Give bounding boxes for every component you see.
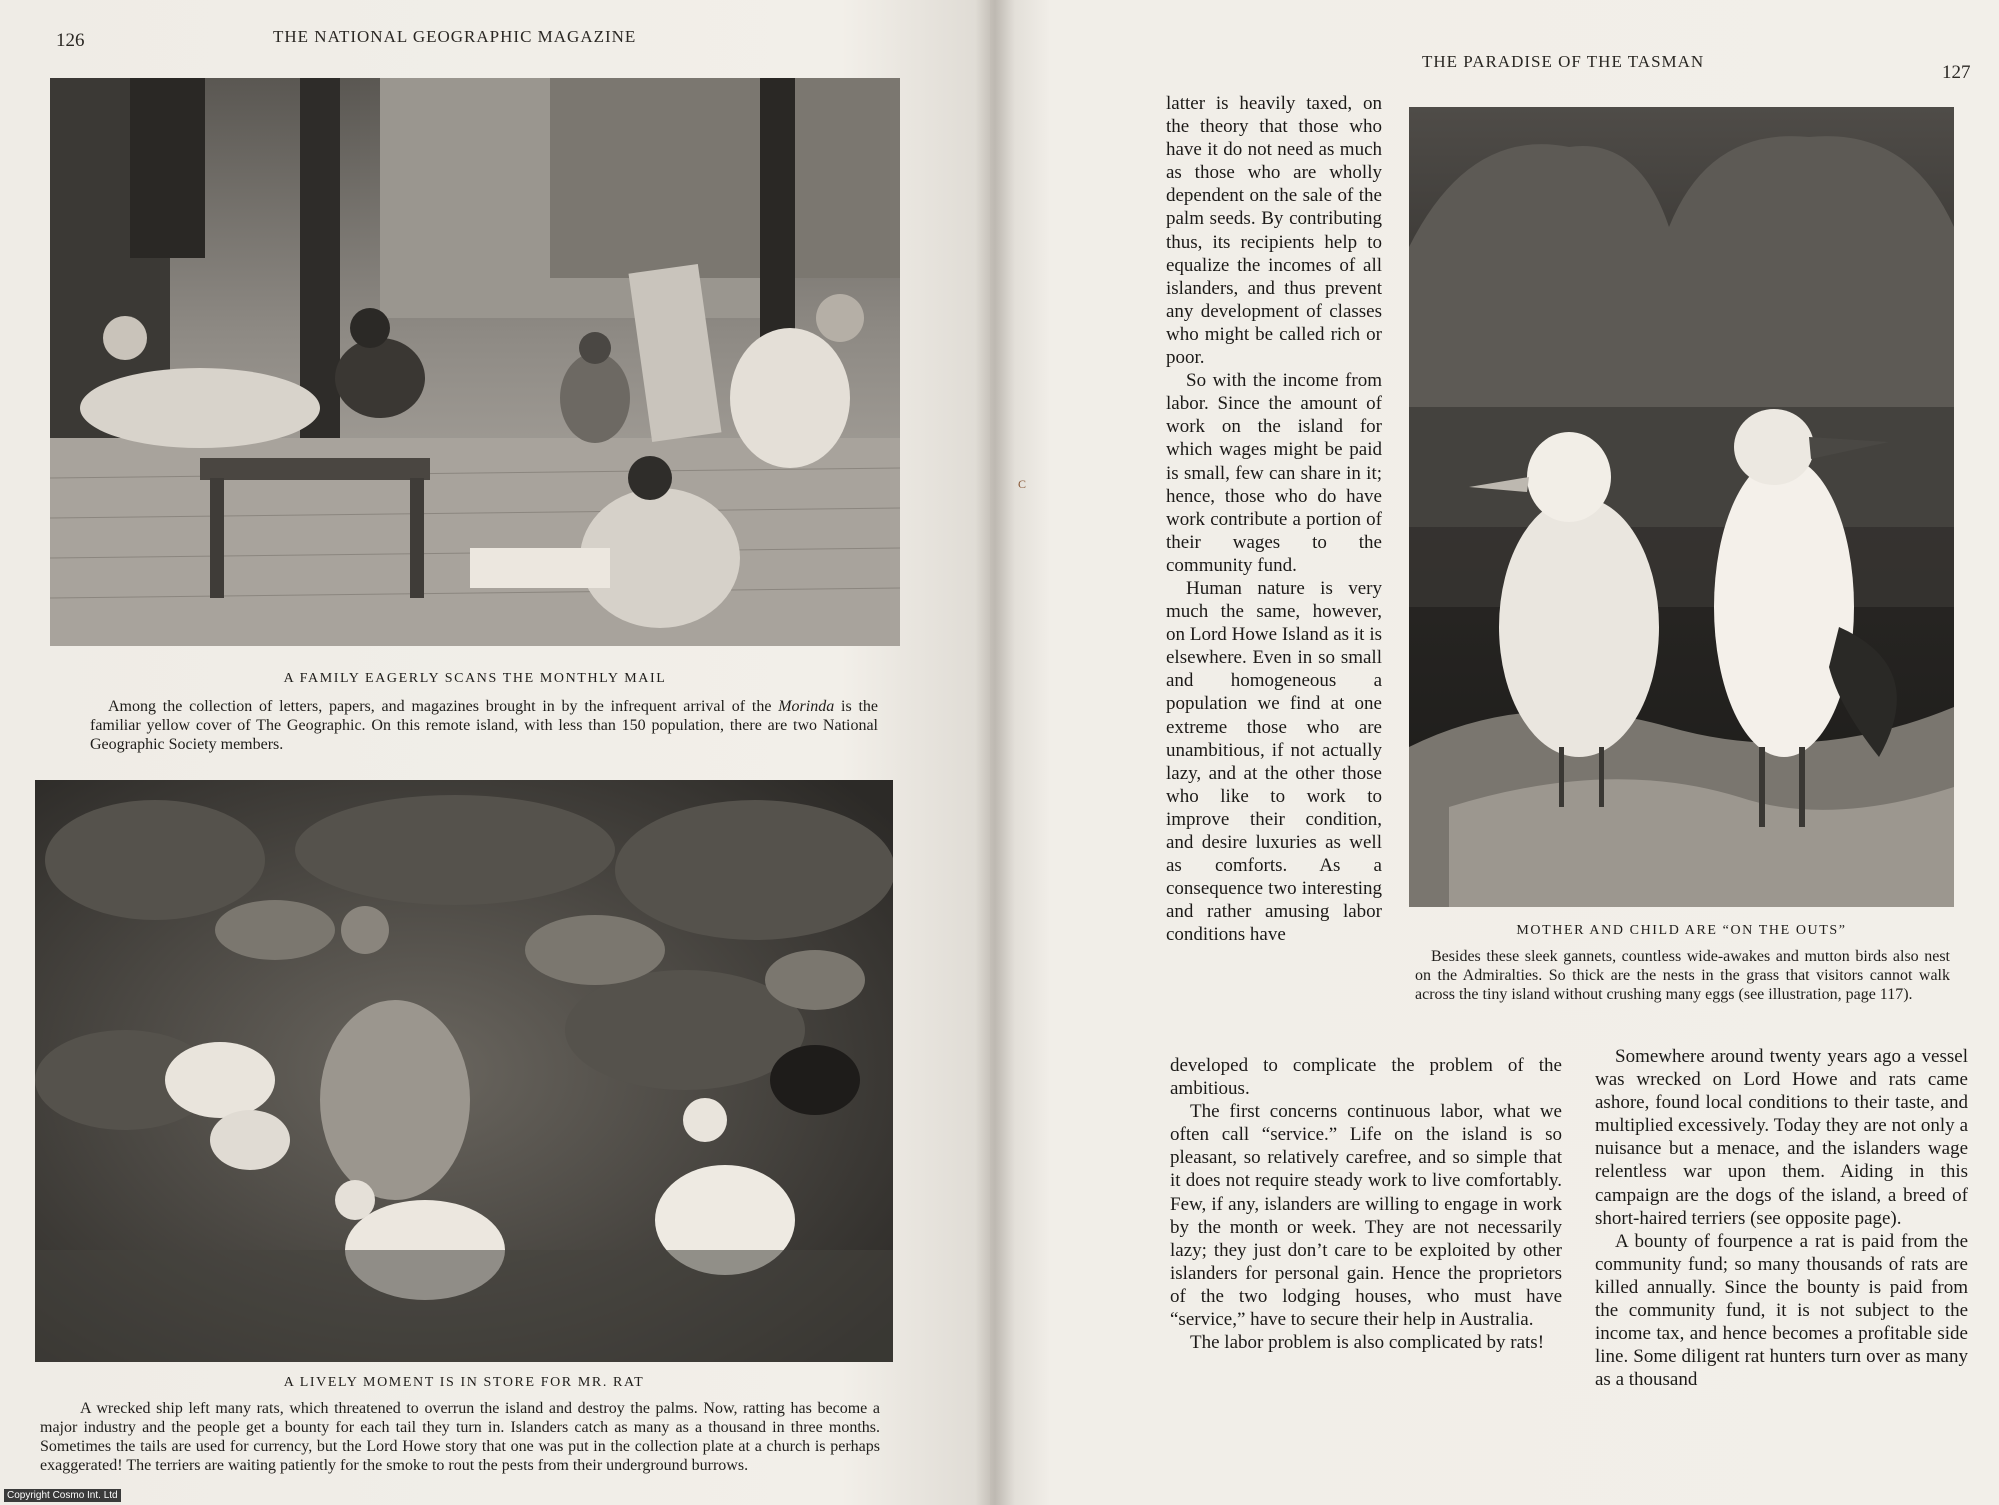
right-page	[990, 0, 1999, 1505]
gannets-photo	[1409, 107, 1954, 907]
bottom-left-text-column	[1170, 1054, 1562, 1354]
paragraph: The labor problem is also complicated by rats!	[1190, 1332, 1545, 1354]
paragraph: A bounty of fourpence a rat is paid from the community fund; so many thousands of rats are killed annually. Since the bounty is paid from the community fund, it is not subject to the income tax, and hence becomes a profitable side line. Some diligent rat hunters turn over as many as a thousand	[1595, 1230, 1968, 1391]
paragraph: So with the income from labor. Since the amount of work on the island for which wages might be paid is small, few can share in it; hence, those who do have work contribute a portion of their wages to the community fund.	[1166, 370, 1382, 576]
gannets-caption-body: Besides these sleek gannets, countless wide-awakes and mutton birds also nest on the Admiralties. So thick are the nests in the grass that visitors cannot walk across the tiny island without crushing many eggs (see illustration, page 117).	[1415, 948, 1950, 1003]
page-number-left: 126	[56, 30, 85, 51]
left-page	[0, 0, 990, 1505]
paragraph: The first concerns continuous labor, what we often call “service.” Life on the island is so pleasant, so relatively carefree, and so simple that it does not require steady work to live comfortably. Few, if any, islanders are willing to engage in work by the month or week. They are not necessarily lazy; they just don’t care to be exploited by other islanders for personal gain. Hence the proprietors of the two lodging houses, who must have “service,” have to secure their help in Australia.	[1170, 1101, 1562, 1331]
paragraph: Human nature is very much the same, however, on Lord Howe Island as it is elsewhere. Even in so small and homogeneous a population we find at one extreme those who are unambitious, if not actually lazy, and at the other those who like to work to improve their condition, and desire luxuries as well as comforts. As a consequence two interesting and rather amusing labor conditions have	[1166, 577, 1382, 946]
copyright-watermark: Copyright Cosmo Int. Ltd	[4, 1489, 121, 1502]
family-mail-caption-body: Among the collection of letters, papers, and magazines brought in by the infrequent arrival of the Morinda is the familiar yellow cover of The Geographic. On this remote island, with less than 150 population, there are two National Geographic Society members.	[90, 698, 878, 753]
narrow-text-column	[1166, 92, 1382, 946]
rat-hunt-caption-body: A wrecked ship left many rats, which threatened to overrun the island and destroy the palms. Now, ratting has become a major industry and the people get a bounty for each tail they turn in. Islanders catch as many as a thousand in three months. Sometimes the tails are used for currency, but the Lord Howe story that one was put in the collection plate at a church is perhaps exaggerated! The terriers are waiting patiently for the smoke to rout the pests from their underground burrows.	[40, 1400, 880, 1474]
paragraph: Somewhere around twenty years ago a vessel was wrecked on Lord Howe and rats came ashore, found local conditions to their taste, and multiplied excessively. Today they are not only a nuisance but a menace, and the islanders wage relentless war upon them. Aiding in this campaign are the dogs of the island, a breed of short-haired terriers (see opposite page).	[1595, 1046, 1968, 1229]
paragraph: latter is heavily taxed, on the theory that those who have it do not need as much as those who are wholly dependent on the sale of the palm seeds. By contributing thus, its recipients help to equalize the incomes of all islanders, and thus prevent any development of classes who might be called rich or poor.	[1166, 93, 1382, 369]
running-head-right: THE PARADISE OF THE TASMAN	[1422, 52, 1705, 71]
family-mail-caption-title: A FAMILY EAGERLY SCANS THE MONTHLY MAIL	[283, 671, 667, 686]
family-mail-photo	[50, 78, 900, 646]
gannets-caption-title: MOTHER AND CHILD ARE “ON THE OUTS”	[1516, 923, 1847, 938]
running-head-left: THE NATIONAL GEOGRAPHIC MAGAZINE	[273, 27, 637, 46]
page-gutter	[975, 0, 1015, 1505]
bottom-right-text-column	[1595, 1045, 1968, 1391]
page-number-right: 127	[1942, 62, 1971, 83]
rat-hunt-photo	[35, 780, 893, 1362]
paragraph: developed to complicate the problem of the ambitious.	[1170, 1055, 1562, 1100]
margin-mark: C	[1018, 477, 1027, 491]
rat-hunt-caption-title: A LIVELY MOMENT IS IN STORE FOR MR. RAT	[283, 1375, 645, 1390]
